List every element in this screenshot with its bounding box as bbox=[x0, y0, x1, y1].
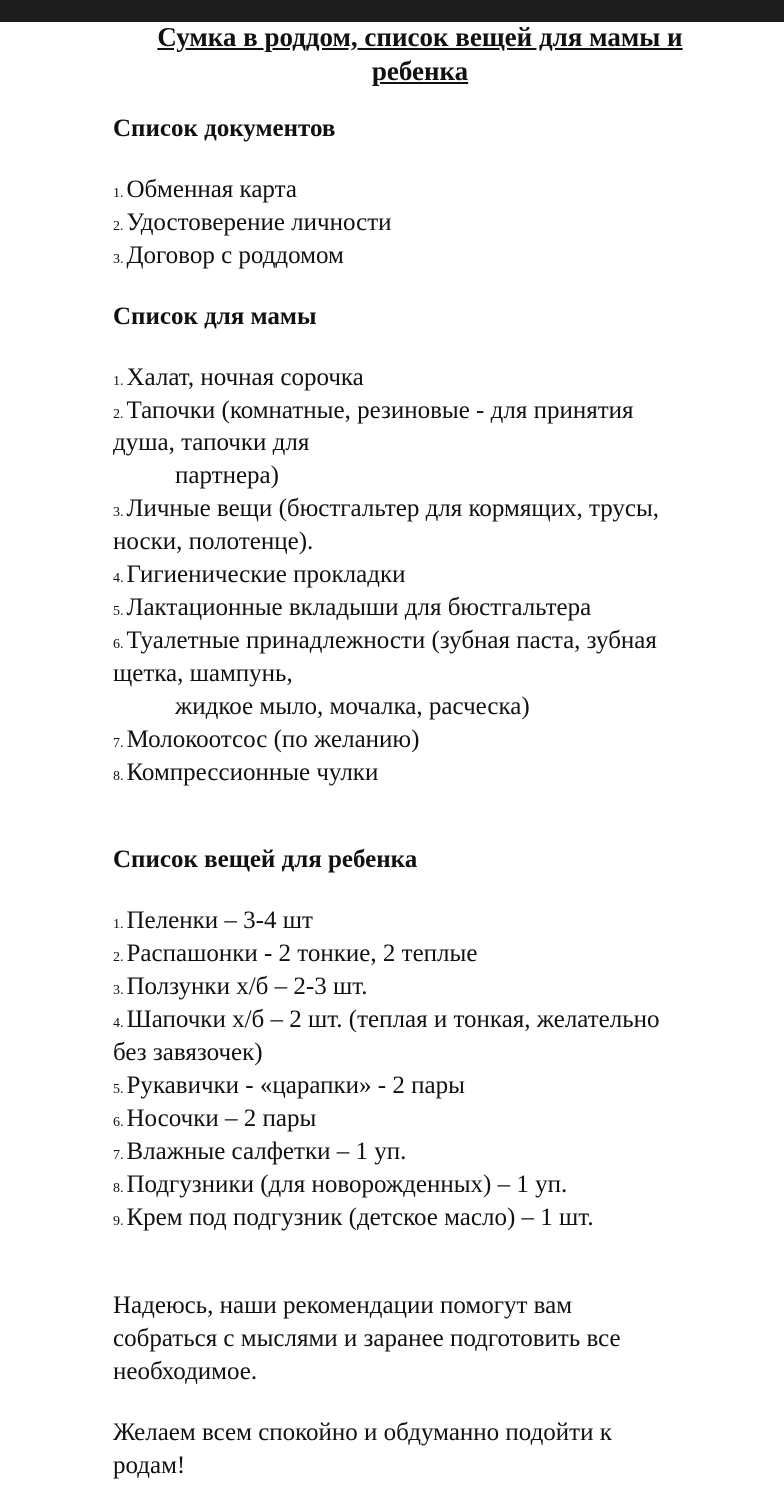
item-text: Влажные салфетки – 1 уп. bbox=[126, 1138, 407, 1165]
list-item bbox=[113, 1138, 406, 1166]
item-text: Лактационные вкладыши для бюстгальтера bbox=[126, 594, 592, 621]
item-text: Тапочки (комнатные, резиновые - для принятия bbox=[126, 397, 634, 424]
list-item bbox=[113, 1171, 567, 1199]
list-item-continuation: душа, тапочки для bbox=[113, 429, 310, 456]
item-text: Обменная карта bbox=[126, 176, 297, 203]
item-number: 7. bbox=[113, 736, 124, 751]
item-text: Носочки – 2 пары bbox=[126, 1105, 317, 1132]
closing-paragraph-line: Надеюсь, наши рекомендации помогут вам bbox=[113, 1292, 573, 1319]
closing-paragraph-line: родам! bbox=[113, 1452, 186, 1479]
list-item-continuation: носки, полотенце). bbox=[113, 528, 314, 555]
item-number: 3. bbox=[113, 252, 124, 267]
list-item bbox=[113, 907, 313, 935]
item-text: Рукавички - «царапки» - 2 пары bbox=[126, 1072, 465, 1099]
baby-heading: Список вещей для ребенка bbox=[113, 846, 418, 873]
list-item bbox=[113, 594, 591, 622]
list-item bbox=[113, 1105, 316, 1133]
item-number: 2. bbox=[113, 407, 124, 422]
item-number: 4. bbox=[113, 571, 124, 586]
item-text: Халат, ночная сорочка bbox=[126, 364, 364, 391]
mom-heading: Список для мамы bbox=[113, 303, 317, 330]
list-item bbox=[113, 495, 659, 523]
item-text: Туалетные принадлежности (зубная паста, зубная bbox=[126, 627, 657, 654]
closing-paragraph-line: необходимое. bbox=[113, 1358, 258, 1385]
item-text: Гигиенические прокладки bbox=[126, 561, 406, 588]
item-number: 9. bbox=[113, 1214, 124, 1229]
list-item-continuation: без завязочек) bbox=[113, 1039, 263, 1066]
item-text: Шапочки х/б – 2 шт. (теплая и тонкая, желательно bbox=[126, 1006, 660, 1033]
list-item bbox=[113, 209, 392, 237]
item-number: 3. bbox=[113, 983, 124, 998]
list-item bbox=[113, 759, 378, 787]
item-text: Пеленки – 3-4 шт bbox=[126, 907, 313, 934]
closing-paragraph-line: собраться с мыслями и заранее подготовить все bbox=[113, 1325, 621, 1352]
list-item bbox=[113, 364, 364, 392]
item-number: 1. bbox=[113, 186, 124, 201]
item-text: Компрессионные чулки bbox=[126, 759, 379, 786]
item-text: Ползунки х/б – 2-3 шт. bbox=[126, 973, 368, 1000]
item-number: 7. bbox=[113, 1148, 124, 1163]
item-number: 6. bbox=[113, 637, 124, 652]
item-text: Личные вещи (бюстгальтер для кормящих, трусы, bbox=[126, 495, 660, 522]
item-number: 4. bbox=[113, 1016, 124, 1031]
list-item bbox=[113, 561, 405, 589]
item-text: Молокоотсос (по желанию) bbox=[126, 726, 420, 753]
list-item bbox=[113, 1006, 660, 1034]
item-number: 1. bbox=[113, 917, 124, 932]
list-item bbox=[113, 973, 368, 1001]
list-item-continuation: партнера) bbox=[175, 462, 279, 489]
item-number: 1. bbox=[113, 374, 124, 389]
item-text: Крем под подгузник (детское масло) – 1 шт. bbox=[126, 1204, 594, 1231]
page-title-line-1: Сумка в роддом, список вещей для мамы и bbox=[157, 22, 683, 52]
item-number: 5. bbox=[113, 604, 124, 619]
item-number: 2. bbox=[113, 219, 124, 234]
documents-heading: Список документов bbox=[113, 115, 336, 142]
list-item bbox=[113, 940, 477, 968]
list-item bbox=[113, 176, 297, 204]
list-item-continuation: жидкое мыло, мочалка, расческа) bbox=[175, 693, 530, 720]
item-text: Удостоверение личности bbox=[126, 209, 392, 236]
item-number: 8. bbox=[113, 769, 124, 784]
list-item bbox=[113, 242, 344, 270]
closing-paragraph-line: Желаем всем спокойно и обдуманно подойти к bbox=[113, 1419, 612, 1446]
item-number: 8. bbox=[113, 1181, 124, 1196]
item-number: 2. bbox=[113, 950, 124, 965]
list-item bbox=[113, 1204, 594, 1232]
page-title-line-2: ребенка bbox=[371, 56, 469, 86]
item-number: 6. bbox=[113, 1115, 124, 1130]
item-text: Договор с роддомом bbox=[126, 242, 344, 269]
list-item bbox=[113, 627, 657, 655]
item-text: Подгузники (для новорожденных) – 1 уп. bbox=[126, 1171, 568, 1198]
item-text: Распашонки - 2 тонкие, 2 теплые bbox=[126, 940, 478, 967]
list-item bbox=[113, 1072, 465, 1100]
item-number: 5. bbox=[113, 1082, 124, 1097]
list-item-continuation: щетка, шампунь, bbox=[113, 660, 293, 687]
list-item bbox=[113, 726, 419, 754]
list-item bbox=[113, 397, 634, 425]
item-number: 3. bbox=[113, 505, 124, 520]
top-bar bbox=[0, 0, 784, 22]
